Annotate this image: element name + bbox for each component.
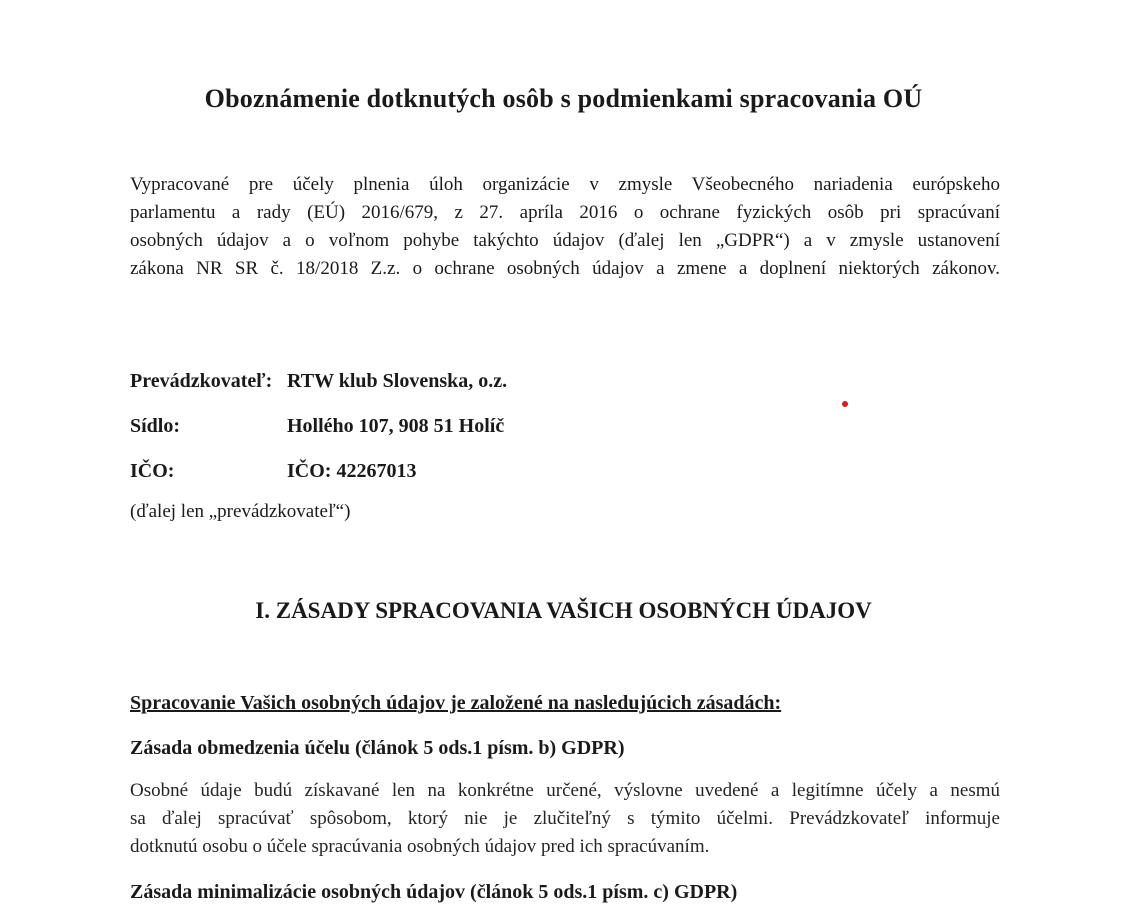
intro-line: parlamentu a rady (EÚ) 2016/679, z 27. apríla 2016 o ochrane fyzických osôb pri spracúvaní (130, 202, 1000, 223)
principle-1-line: dotknutú osobu o účele spracúvania osobných údajov pred ich spracúvaním. (130, 836, 710, 857)
operator-row (130, 368, 1000, 394)
principle-2-heading: Zásada minimalizácie osobných údajov (článok 5 ods.1 písm. c) GDPR) (130, 881, 738, 903)
section-1-heading: I. ZÁSADY SPRACOVANIA VAŠICH OSOBNÝCH ÚDAJOV (255, 598, 872, 623)
principles-intro-heading: Spracovanie Vašich osobných údajov je založené na nasledujúcich zásadách: (130, 692, 782, 714)
red-dot-marker (842, 401, 848, 407)
document-title: Oboznámenie dotknutých osôb s podmienkami spracovania OÚ (204, 84, 923, 113)
principle-1-line: sa ďalej spracúvať spôsobom, ktorý nie je zlučiteľný s týmito účelmi. Prevádzkovateľ informuje (130, 808, 1000, 829)
ico-row (130, 458, 1000, 484)
operator-label: Prevádzkovateľ: (130, 370, 273, 392)
intro-paragraph (130, 171, 1000, 283)
ico-label: IČO: (130, 460, 175, 482)
principle-1-line: Osobné údaje budú získavané len na konkrétne určené, výslovne uvedené a legitímne účely a nesmú (130, 780, 1000, 801)
ico-value: IČO: 42267013 (287, 460, 417, 482)
principle-1-paragraph (130, 777, 1000, 861)
intro-line: Vypracované pre účely plnenia úloh organizácie v zmysle Všeobecného nariadenia európskeho (130, 174, 1000, 195)
intro-line: osobných údajov a o voľnom pohybe takýchto údajov (ďalej len „GDPR“) a v zmysle ustanovení (130, 230, 1000, 251)
seat-value: Hollého 107, 908 51 Holíč (287, 415, 505, 437)
principle-1-heading: Zásada obmedzenia účelu (článok 5 ods.1 písm. b) GDPR) (130, 737, 625, 759)
operator-value: RTW klub Slovenska, o.z. (287, 370, 508, 392)
operator-note: (ďalej len „prevádzkovateľ“) (130, 501, 351, 522)
seat-label: Sídlo: (130, 415, 181, 437)
intro-line: zákona NR SR č. 18/2018 Z.z. o ochrane osobných údajov a zmene a doplnení niektorých zákonov. (130, 258, 1000, 279)
seat-row (130, 413, 1000, 439)
